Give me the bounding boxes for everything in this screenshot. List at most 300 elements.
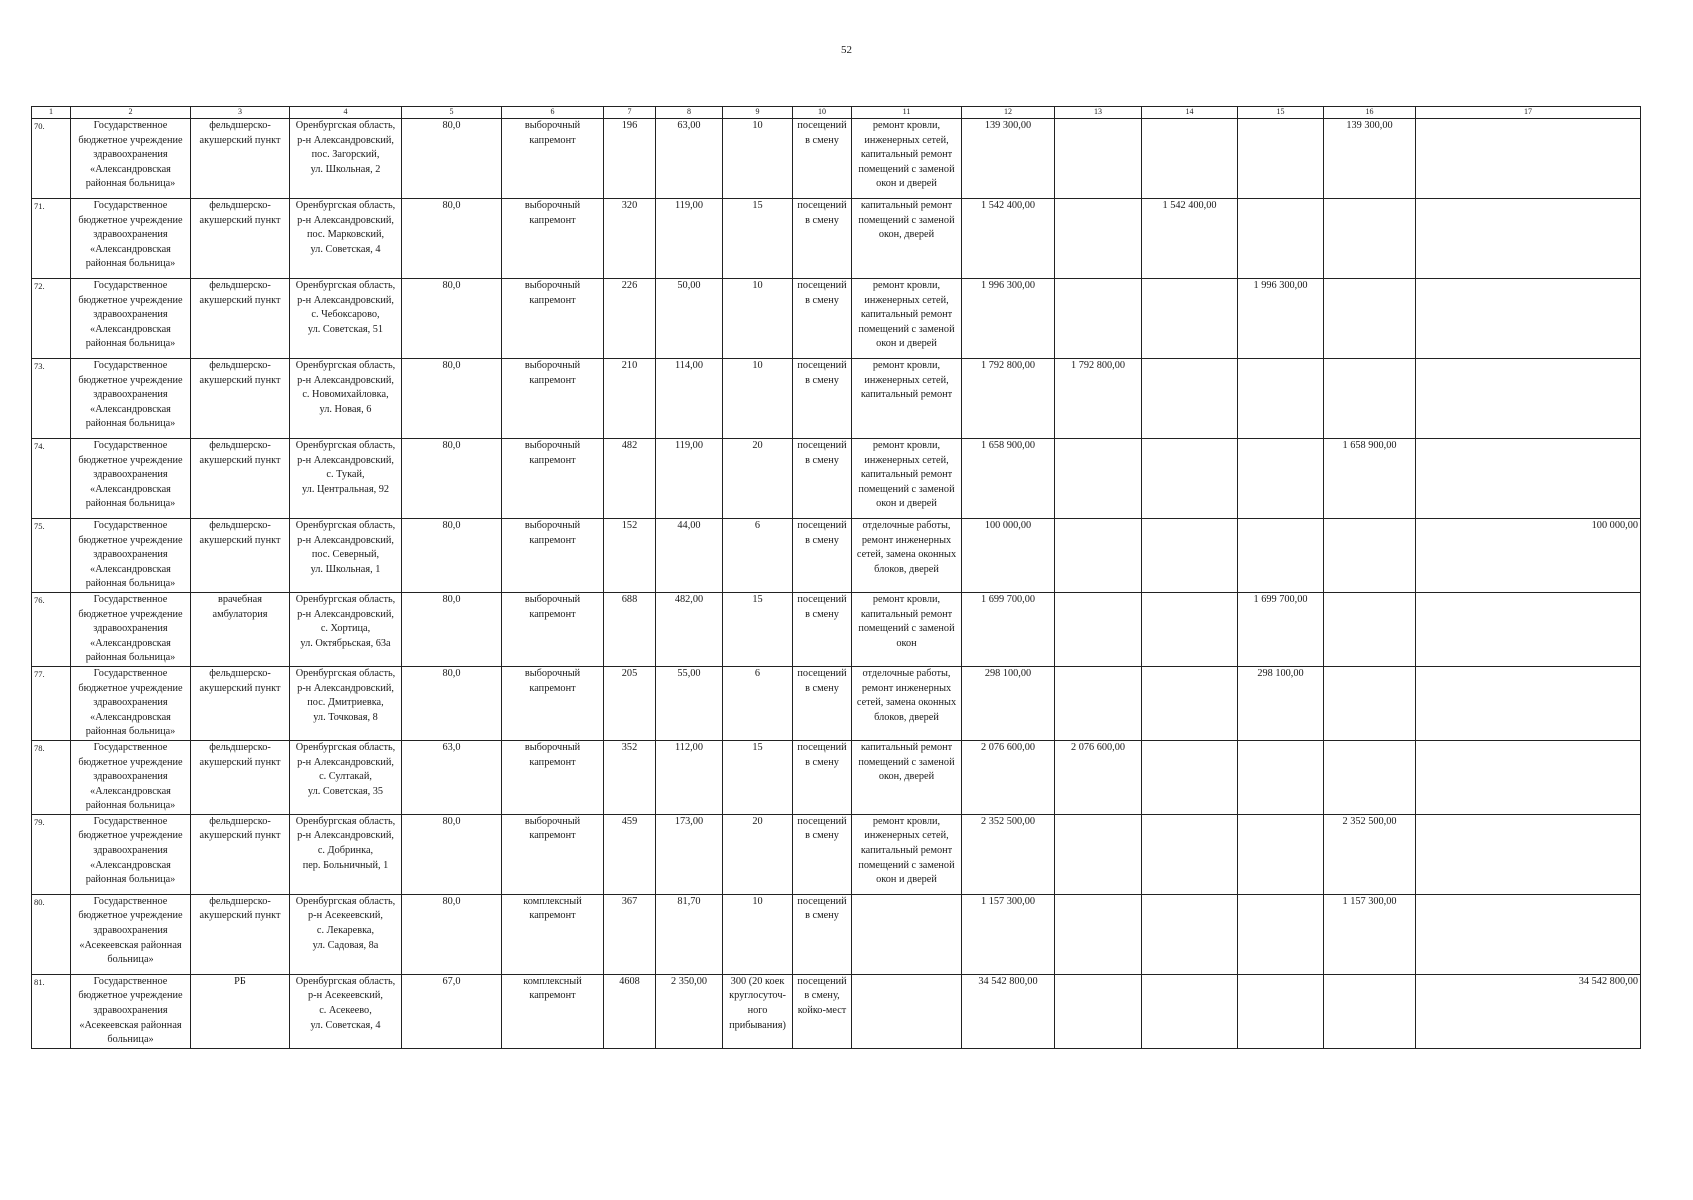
- column-number-header: 15: [1238, 107, 1324, 119]
- page-number: 52: [841, 44, 852, 56]
- cost-year-5: 100 000,00: [1416, 519, 1641, 593]
- work-description-line: ремонт инженерных: [861, 682, 952, 694]
- facility-address-line: ул. Советская, 51: [307, 323, 384, 335]
- work-description: [852, 592, 962, 666]
- work-description: [852, 199, 962, 279]
- area-value: 367: [604, 894, 656, 974]
- work-description-line: окон, дверей: [878, 229, 935, 241]
- work-description-line: инженерных сетей,: [864, 294, 949, 306]
- facility-address: [290, 894, 402, 974]
- repair-kind-line: капремонт: [529, 134, 576, 146]
- cost-year-2: [1142, 666, 1238, 740]
- wear-percent: 80,0: [402, 199, 502, 279]
- column-number-header: 4: [290, 107, 402, 119]
- facility-address-line: ул. Советская, 4: [310, 243, 381, 255]
- facility-address-line: с. Тукай,: [326, 469, 365, 481]
- facility-address-line: пос. Дмитриевка,: [307, 697, 384, 709]
- table-body: [32, 119, 1641, 1049]
- facility-address-line: р-н Александровский,: [297, 534, 394, 546]
- cost-year-3: 1 996 300,00: [1238, 279, 1324, 359]
- facility-type-line: акушерский пункт: [199, 294, 281, 306]
- cost-year-5: [1416, 666, 1641, 740]
- facility-type-line: акушерский пункт: [199, 830, 281, 842]
- cost-year-2: [1142, 814, 1238, 894]
- cost-year-4: [1324, 199, 1416, 279]
- organization-name: [71, 894, 191, 974]
- facility-type-line: фельдшерско-: [209, 280, 271, 291]
- repair-kind: [502, 519, 604, 593]
- cost-year-3: [1238, 894, 1324, 974]
- capacity-value-line: 20: [752, 440, 763, 451]
- organization-name-line: здравоохранения: [93, 697, 168, 709]
- work-description-line: инженерных сетей,: [864, 374, 949, 386]
- capacity-unit: [793, 894, 852, 974]
- cost-year-1: [1055, 894, 1142, 974]
- organization-name-line: «Александровская: [90, 483, 171, 495]
- column-number-header: 8: [656, 107, 723, 119]
- organization-name: [71, 974, 191, 1048]
- cost-year-2: [1142, 279, 1238, 359]
- capacity-unit: [793, 199, 852, 279]
- cost-year-5: [1416, 199, 1641, 279]
- organization-name-line: больница»: [107, 1034, 154, 1046]
- wear-percent: 80,0: [402, 592, 502, 666]
- capacity-value: [723, 279, 793, 359]
- repair-kind-line: капремонт: [529, 682, 576, 694]
- facility-address: [290, 740, 402, 814]
- facility-address: [290, 666, 402, 740]
- work-description: [852, 740, 962, 814]
- repair-kind-line: комплексный: [523, 895, 582, 907]
- organization-name: [71, 592, 191, 666]
- capacity-unit-line: в смену: [805, 454, 839, 466]
- organization-name-line: бюджетное учреждение: [78, 608, 183, 620]
- facility-address-line: Оренбургская область,: [295, 280, 396, 291]
- column-number-header: 11: [852, 107, 962, 119]
- repair-kind-line: капремонт: [529, 990, 576, 1002]
- capacity-value-line: ного: [747, 1005, 768, 1017]
- area-value: 459: [604, 814, 656, 894]
- cost-year-4: [1324, 666, 1416, 740]
- wear-percent: 80,0: [402, 519, 502, 593]
- organization-name-line: районная больница»: [85, 418, 176, 430]
- facility-type-line: врачебная: [218, 593, 262, 605]
- cost-year-1: [1055, 199, 1142, 279]
- col8-value: 81,70: [656, 894, 723, 974]
- capacity-unit: [793, 592, 852, 666]
- capacity-value-line: 10: [752, 895, 763, 907]
- cost-year-4: [1324, 740, 1416, 814]
- capacity-unit: [793, 740, 852, 814]
- work-description-line: инженерных сетей,: [864, 830, 949, 842]
- organization-name-line: районная больница»: [85, 258, 176, 270]
- repair-kind: [502, 666, 604, 740]
- capacity-value: [723, 740, 793, 814]
- table-row: [32, 439, 1641, 519]
- table-container: [31, 106, 1640, 1049]
- facility-type-line: акушерский пункт: [199, 534, 281, 546]
- cost-year-2: [1142, 974, 1238, 1048]
- organization-name-line: районная больница»: [85, 338, 176, 350]
- work-description-line: капитальный ремонт: [860, 845, 953, 857]
- capacity-unit-line: посещений: [797, 667, 847, 679]
- work-description-line: окон, дверей: [878, 771, 935, 783]
- facility-type-line: фельдшерско-: [209, 667, 271, 679]
- col8-value: 173,00: [656, 814, 723, 894]
- repair-kind-line: выборочный: [524, 667, 581, 679]
- repair-kind: [502, 814, 604, 894]
- repair-kind: [502, 974, 604, 1048]
- organization-name: [71, 119, 191, 199]
- facility-type-line: фельдшерско-: [209, 741, 271, 753]
- area-value: 352: [604, 740, 656, 814]
- facility-type-line: акушерский пункт: [199, 134, 281, 146]
- cost-year-4: 2 352 500,00: [1324, 814, 1416, 894]
- table-row: [32, 119, 1641, 199]
- facility-address: [290, 974, 402, 1048]
- total-cost: 2 352 500,00: [962, 814, 1055, 894]
- table-row: [32, 814, 1641, 894]
- organization-name-line: «Александровская: [90, 785, 171, 797]
- facility-type-line: фельдшерско-: [209, 440, 271, 451]
- row-number: 81.: [32, 974, 71, 1048]
- column-number-header: 10: [793, 107, 852, 119]
- organization-name-line: бюджетное учреждение: [78, 534, 183, 546]
- repair-kind: [502, 740, 604, 814]
- capacity-unit-line: посещений: [797, 815, 847, 827]
- facility-type-line: фельдшерско-: [209, 360, 271, 371]
- work-description-line: ремонт кровли,: [872, 815, 941, 827]
- work-description-line: сетей, замена оконных: [856, 549, 957, 561]
- row-number: 76.: [32, 592, 71, 666]
- facility-address: [290, 439, 402, 519]
- col8-value: 63,00: [656, 119, 723, 199]
- organization-name-line: Государственное: [93, 975, 168, 987]
- facility-address-line: с. Чебоксарово,: [311, 309, 380, 321]
- cost-year-5: [1416, 119, 1641, 199]
- facility-address-line: р-н Александровский,: [297, 608, 394, 620]
- organization-name-line: «Александровская: [90, 637, 171, 649]
- facility-address-line: р-н Александровский,: [297, 214, 394, 226]
- work-description-line: помещений с заменой: [858, 623, 955, 635]
- repair-kind-line: выборочный: [524, 360, 581, 371]
- facility-type: [191, 519, 290, 593]
- total-cost: 2 076 600,00: [962, 740, 1055, 814]
- column-number-header: 2: [71, 107, 191, 119]
- facility-address-line: р-н Александровский,: [297, 830, 394, 842]
- facility-address: [290, 359, 402, 439]
- column-number-header: 3: [191, 107, 290, 119]
- wear-percent: 80,0: [402, 666, 502, 740]
- col8-value: 482,00: [656, 592, 723, 666]
- cost-year-3: [1238, 439, 1324, 519]
- work-description: [852, 666, 962, 740]
- facility-type-line: фельдшерско-: [209, 520, 271, 531]
- work-description-line: капитальный ремонт: [860, 309, 953, 321]
- cost-year-3: [1238, 974, 1324, 1048]
- capacity-unit-line: в смену: [805, 134, 839, 146]
- facility-address: [290, 199, 402, 279]
- facility-address-line: р-н Асекеевский,: [308, 990, 383, 1002]
- capacity-unit-line: посещений: [797, 280, 847, 291]
- organization-name-line: районная больница»: [85, 652, 176, 664]
- capacity-unit: [793, 814, 852, 894]
- work-description: [852, 519, 962, 593]
- organization-name-line: Государственное: [93, 360, 168, 371]
- column-number-row: [32, 107, 1641, 119]
- repair-kind-line: выборочный: [524, 440, 581, 451]
- capital-repair-table: [31, 106, 1641, 1049]
- cost-year-2: [1142, 439, 1238, 519]
- organization-name-line: районная больница»: [85, 726, 176, 738]
- wear-percent: 63,0: [402, 740, 502, 814]
- facility-type-line: фельдшерско-: [209, 200, 271, 211]
- cost-year-1: [1055, 592, 1142, 666]
- wear-percent: 80,0: [402, 439, 502, 519]
- cost-year-5: [1416, 894, 1641, 974]
- cost-year-3: [1238, 199, 1324, 279]
- col8-value: 112,00: [656, 740, 723, 814]
- organization-name-line: районная больница»: [85, 178, 176, 190]
- facility-address-line: ул. Октябрьская, 63а: [300, 637, 391, 649]
- work-description-line: ремонт инженерных: [861, 534, 952, 546]
- capacity-value-line: 10: [752, 120, 763, 131]
- cost-year-1: [1055, 666, 1142, 740]
- total-cost: 1 792 800,00: [962, 359, 1055, 439]
- capacity-value-line: прибывания): [729, 1019, 786, 1031]
- col8-value: 50,00: [656, 279, 723, 359]
- cost-year-4: [1324, 359, 1416, 439]
- work-description-line: капитальный ремонт: [860, 200, 953, 211]
- organization-name-line: Государственное: [93, 280, 168, 291]
- organization-name-line: Государственное: [93, 593, 168, 605]
- capacity-unit-line: посещений: [797, 520, 847, 531]
- cost-year-1: [1055, 439, 1142, 519]
- facility-address-line: пос. Северный,: [311, 549, 380, 561]
- cost-year-2: [1142, 519, 1238, 593]
- capacity-unit-line: в смену: [805, 682, 839, 694]
- row-number: 70.: [32, 119, 71, 199]
- facility-address-line: Оренбургская область,: [295, 440, 396, 451]
- area-value: 226: [604, 279, 656, 359]
- work-description-line: капитальный ремонт: [860, 741, 953, 753]
- cost-year-1: [1055, 814, 1142, 894]
- capacity-unit-line: в смену: [805, 830, 839, 842]
- facility-address-line: ул. Советская, 35: [307, 785, 384, 797]
- work-description: [852, 814, 962, 894]
- repair-kind-line: капремонт: [529, 756, 576, 768]
- organization-name-line: здравоохранения: [93, 549, 168, 561]
- work-description-line: сетей, замена оконных: [856, 697, 957, 709]
- cost-year-3: [1238, 814, 1324, 894]
- organization-name-line: бюджетное учреждение: [78, 990, 183, 1002]
- facility-address-line: р-н Александровский,: [297, 374, 394, 386]
- facility-address-line: Оренбургская область,: [295, 667, 396, 679]
- repair-kind: [502, 119, 604, 199]
- capacity-value: [723, 666, 793, 740]
- work-description: [852, 279, 962, 359]
- cost-year-5: 34 542 800,00: [1416, 974, 1641, 1048]
- facility-address-line: пос. Марковский,: [306, 229, 385, 241]
- work-description-line: капитальный ремонт: [860, 389, 953, 401]
- work-description-line: помещений с заменой: [858, 756, 955, 768]
- capacity-value-line: 10: [752, 360, 763, 371]
- facility-address-line: Оренбургская область,: [295, 741, 396, 753]
- col8-value: 119,00: [656, 199, 723, 279]
- work-description-line: помещений с заменой: [858, 163, 955, 175]
- capacity-unit-line: в смену: [805, 294, 839, 306]
- facility-address: [290, 519, 402, 593]
- total-cost: 1 996 300,00: [962, 279, 1055, 359]
- row-number: 75.: [32, 519, 71, 593]
- facility-type-line: акушерский пункт: [199, 454, 281, 466]
- capacity-unit-line: в смену: [805, 608, 839, 620]
- repair-kind-line: капремонт: [529, 534, 576, 546]
- work-description-line: помещений с заменой: [858, 214, 955, 226]
- cost-year-4: [1324, 279, 1416, 359]
- row-number: 79.: [32, 814, 71, 894]
- capacity-value: [723, 814, 793, 894]
- capacity-value: [723, 199, 793, 279]
- organization-name-line: больница»: [107, 954, 154, 966]
- wear-percent: 80,0: [402, 814, 502, 894]
- table-row: [32, 592, 1641, 666]
- capacity-value-line: 15: [752, 741, 763, 753]
- organization-name-line: бюджетное учреждение: [78, 756, 183, 768]
- area-value: 688: [604, 592, 656, 666]
- organization-name-line: «Александровская: [90, 323, 171, 335]
- area-value: 482: [604, 439, 656, 519]
- cost-year-2: [1142, 740, 1238, 814]
- cost-year-3: 298 100,00: [1238, 666, 1324, 740]
- facility-address-line: Оренбургская область,: [295, 895, 396, 907]
- facility-address-line: Оренбургская область,: [295, 975, 396, 987]
- repair-kind-line: капремонт: [529, 214, 576, 226]
- facility-type-line: акушерский пункт: [199, 682, 281, 694]
- cost-year-4: 1 658 900,00: [1324, 439, 1416, 519]
- cost-year-2: 1 542 400,00: [1142, 199, 1238, 279]
- capacity-value-line: 6: [754, 667, 761, 679]
- repair-kind: [502, 894, 604, 974]
- facility-address-line: Оренбургская область,: [295, 360, 396, 371]
- repair-kind: [502, 359, 604, 439]
- row-number: 77.: [32, 666, 71, 740]
- organization-name-line: бюджетное учреждение: [78, 830, 183, 842]
- capacity-value-line: 300 (20 коек: [730, 975, 785, 987]
- facility-address-line: пер. Больничный, 1: [302, 859, 389, 871]
- table-row: [32, 740, 1641, 814]
- facility-address-line: ул. Садовая, 8а: [312, 939, 379, 951]
- cost-year-1: [1055, 119, 1142, 199]
- cost-year-1: [1055, 974, 1142, 1048]
- col8-value: 55,00: [656, 666, 723, 740]
- capacity-unit: [793, 666, 852, 740]
- facility-type: [191, 814, 290, 894]
- facility-address: [290, 592, 402, 666]
- facility-address-line: с. Добринка,: [317, 845, 374, 857]
- organization-name: [71, 439, 191, 519]
- capacity-value-line: 20: [752, 815, 763, 827]
- facility-type: [191, 279, 290, 359]
- work-description-line: ремонт кровли,: [872, 360, 941, 371]
- cost-year-4: [1324, 974, 1416, 1048]
- capacity-unit-line: в смену: [805, 910, 839, 922]
- row-number: 71.: [32, 199, 71, 279]
- work-description-line: помещений с заменой: [858, 483, 955, 495]
- organization-name-line: здравоохранения: [93, 149, 168, 161]
- table-row: [32, 666, 1641, 740]
- area-value: 4608: [604, 974, 656, 1048]
- capacity-unit: [793, 519, 852, 593]
- cost-year-2: [1142, 359, 1238, 439]
- capacity-unit-line: посещений: [797, 120, 847, 131]
- cost-year-1: 1 792 800,00: [1055, 359, 1142, 439]
- facility-address-line: с. Асекеево,: [319, 1005, 372, 1017]
- repair-kind: [502, 592, 604, 666]
- capacity-value: [723, 519, 793, 593]
- organization-name-line: бюджетное учреждение: [78, 682, 183, 694]
- capacity-value-line: 15: [752, 593, 763, 605]
- work-description-line: ремонт кровли,: [872, 280, 941, 291]
- facility-type: [191, 592, 290, 666]
- repair-kind-line: выборочный: [524, 741, 581, 753]
- cost-year-5: [1416, 439, 1641, 519]
- work-description-line: блоков, дверей: [874, 563, 939, 575]
- organization-name-line: «Александровская: [90, 243, 171, 255]
- total-cost: 298 100,00: [962, 666, 1055, 740]
- wear-percent: 80,0: [402, 119, 502, 199]
- work-description-line: окон и дверей: [876, 178, 937, 190]
- facility-address-line: р-н Александровский,: [297, 454, 394, 466]
- organization-name-line: «Александровская: [90, 403, 171, 415]
- cost-year-4: [1324, 592, 1416, 666]
- facility-address-line: р-н Асекеевский,: [308, 910, 383, 922]
- facility-address-line: с. Новомихайловка,: [302, 389, 389, 401]
- capacity-unit-line: в смену: [805, 756, 839, 768]
- area-value: 320: [604, 199, 656, 279]
- facility-type-line: акушерский пункт: [199, 910, 281, 922]
- organization-name: [71, 666, 191, 740]
- work-description-line: окон и дверей: [876, 874, 937, 886]
- cost-year-3: [1238, 740, 1324, 814]
- cost-year-1: 2 076 600,00: [1055, 740, 1142, 814]
- organization-name-line: районная больница»: [85, 800, 176, 812]
- wear-percent: 80,0: [402, 279, 502, 359]
- repair-kind-line: капремонт: [529, 830, 576, 842]
- total-cost: 1 658 900,00: [962, 439, 1055, 519]
- capacity-value: [723, 894, 793, 974]
- facility-address: [290, 279, 402, 359]
- organization-name-line: Государственное: [93, 895, 168, 907]
- capacity-unit-line: в смену: [805, 374, 839, 386]
- table-row: [32, 974, 1641, 1048]
- row-number: 80.: [32, 894, 71, 974]
- organization-name-line: здравоохранения: [93, 389, 168, 401]
- capacity-value: [723, 592, 793, 666]
- facility-type-line: амбулатория: [212, 608, 268, 620]
- repair-kind-line: капремонт: [529, 454, 576, 466]
- work-description: [852, 439, 962, 519]
- organization-name-line: бюджетное учреждение: [78, 374, 183, 386]
- wear-percent: 67,0: [402, 974, 502, 1048]
- facility-address-line: Оренбургская область,: [295, 593, 396, 605]
- capacity-value: [723, 974, 793, 1048]
- facility-type: [191, 359, 290, 439]
- organization-name-line: бюджетное учреждение: [78, 294, 183, 306]
- column-number-header: 6: [502, 107, 604, 119]
- cost-year-2: [1142, 592, 1238, 666]
- work-description-line: капитальный ремонт: [860, 608, 953, 620]
